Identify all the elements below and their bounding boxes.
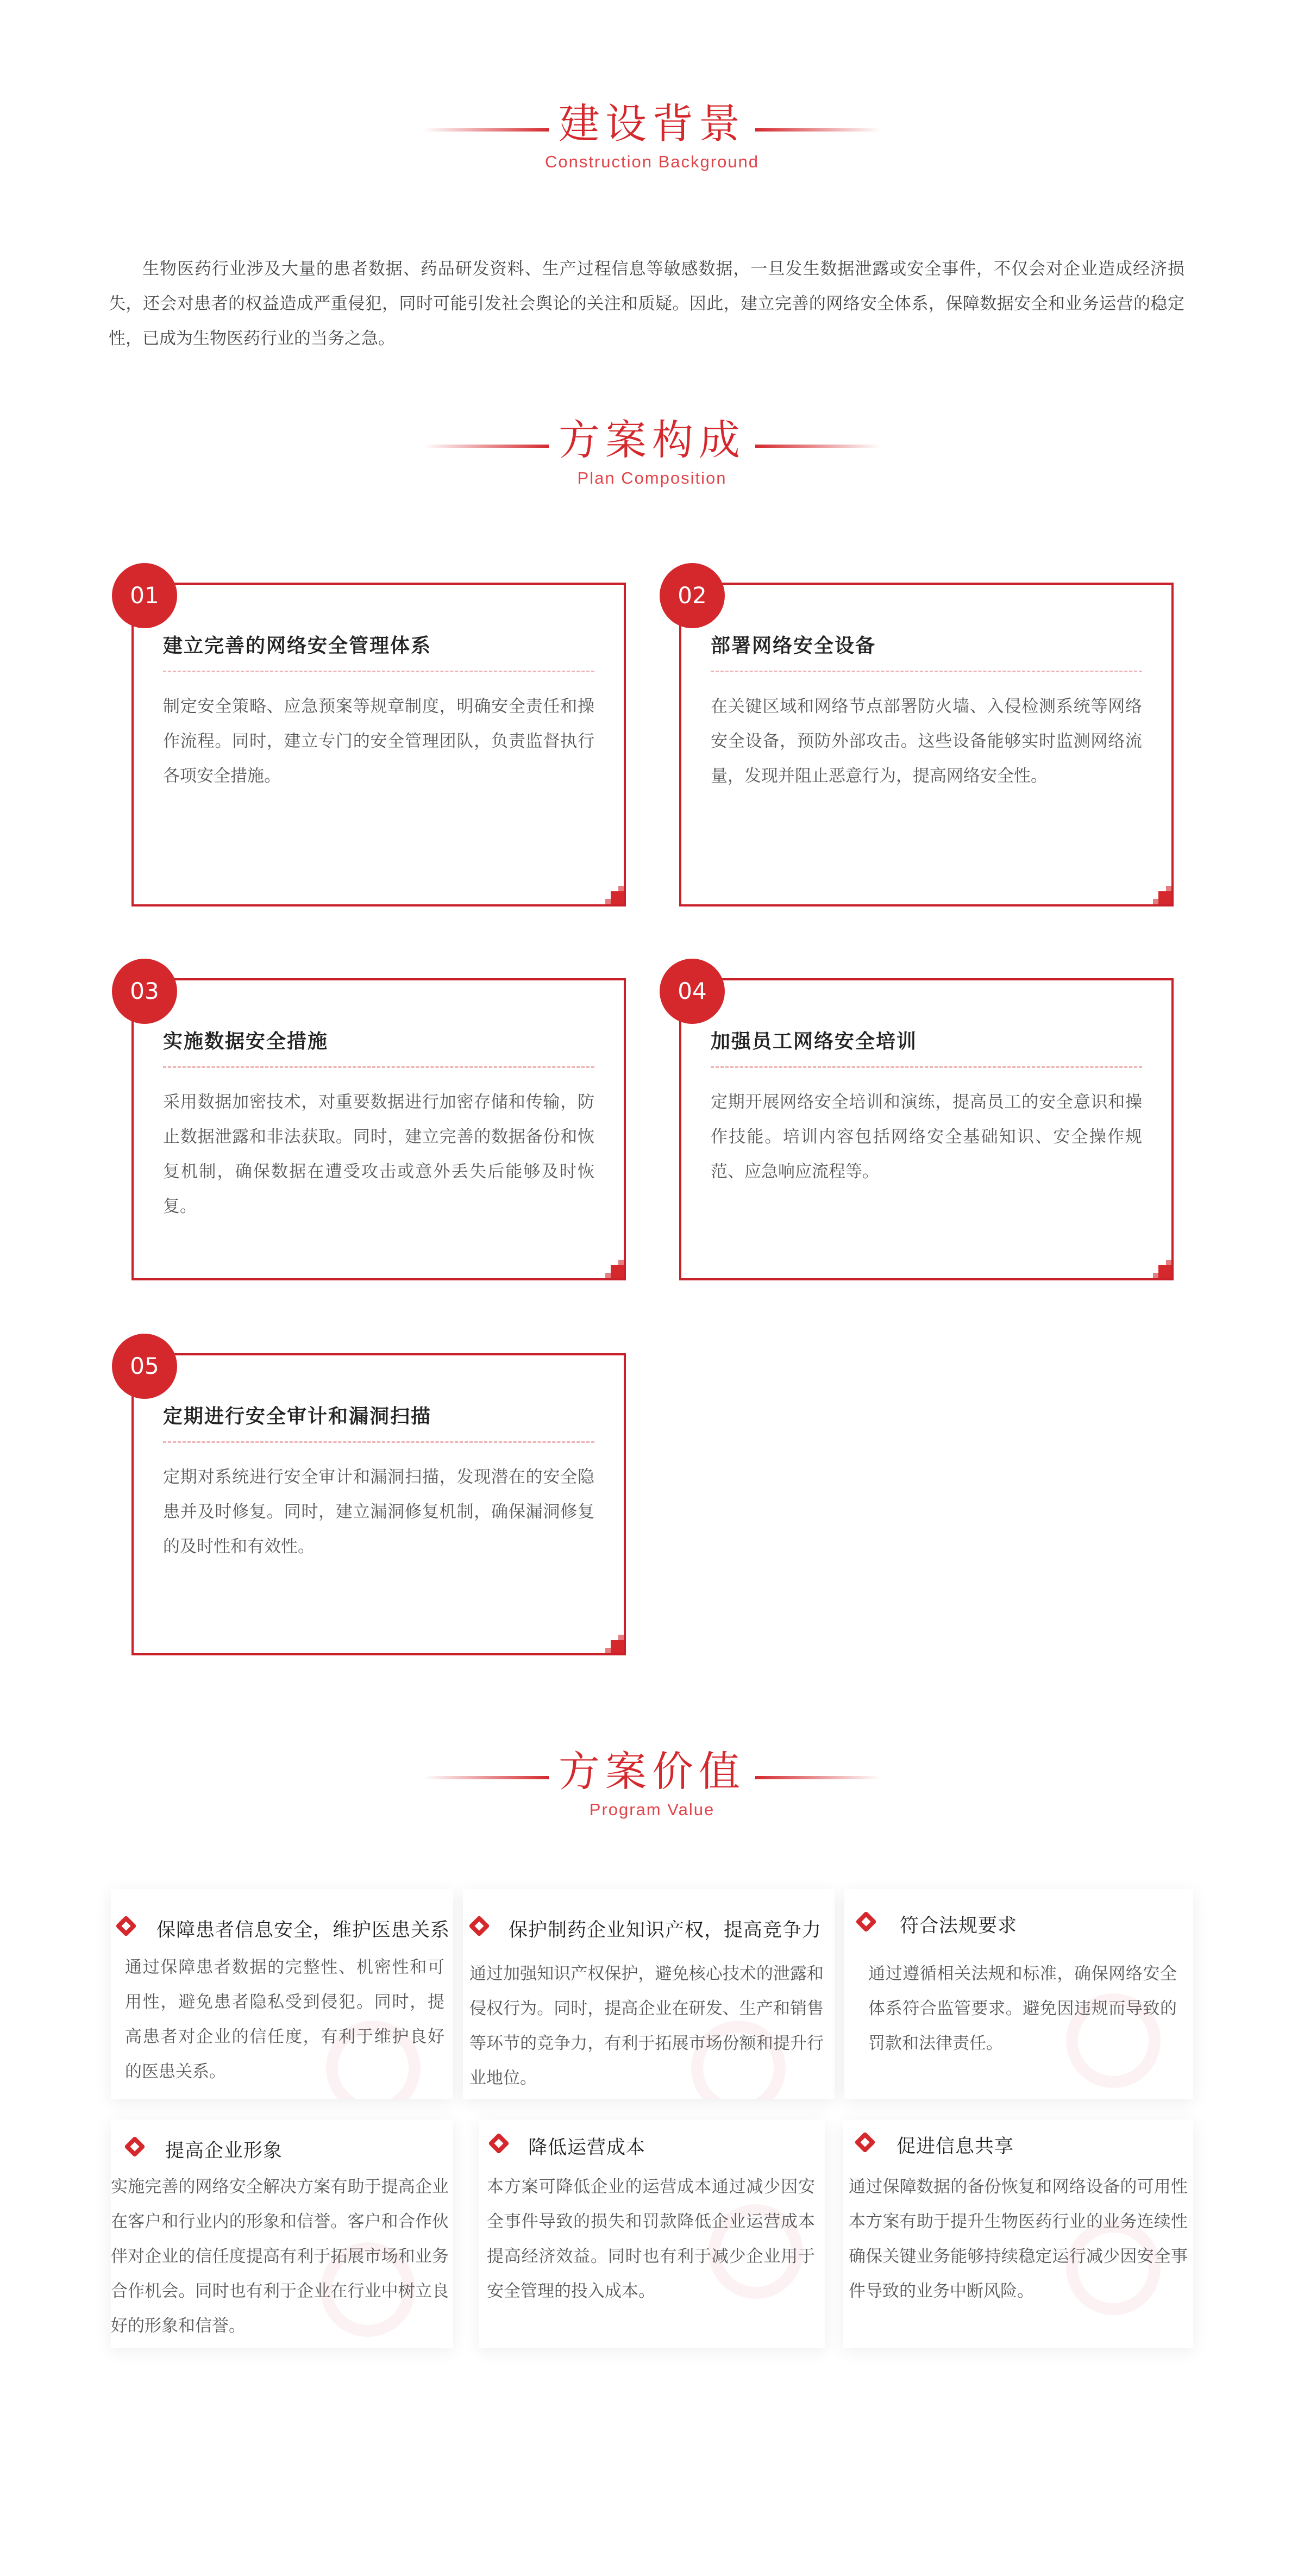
value-card	[463, 1889, 835, 2099]
value-text: 本方案可降低企业的运营成本通过减少因安全事件导致的损失和罚款降低企业运营成本提高经济效益。同时也有利于减少企业用于安全管理的投入成本。	[487, 2177, 815, 2301]
plan-card	[679, 583, 1174, 906]
corner-decoration-icon	[604, 1634, 624, 1653]
plan-card	[131, 1353, 626, 1655]
card-text: 采用数据加密技术，对重要数据进行加密存储和传输，防止数据泄露和非法获取。同时，建立完善的数据备份和恢复机制，确保数据在遭受攻击或意外丢失后能够及时恢复。	[163, 1092, 594, 1216]
plan-card	[679, 978, 1174, 1280]
card-text: 定期对系统进行安全审计和漏洞扫描，发现潜在的安全隐患并及时修复。同时，建立漏洞修复机制，确保漏洞修复的及时性和有效性。	[163, 1467, 594, 1556]
card-title: 建立完善的网络安全管理体系	[163, 635, 432, 657]
value-card	[843, 2119, 1193, 2348]
value-title: 保障患者信息安全，维护医患关系	[156, 1920, 450, 1941]
section-header-background	[0, 99, 1304, 172]
value-card	[844, 1889, 1193, 2099]
value-title: 提高企业形象	[165, 2140, 283, 2162]
plan-card	[131, 978, 626, 1280]
value-card	[479, 2119, 825, 2348]
card-title: 部署网络安全设备	[711, 635, 876, 657]
card-number-badge: 04	[660, 959, 725, 1024]
section-header-value	[0, 1747, 1304, 1820]
value-text: 实施完善的网络安全解决方案有助于提高企业在客户和行业内的形象和信誉。客户和合作伙伴对企业的信任度提高有利于拓展市场和业务合作机会。同时也有利于企业在行业中树立良好的形象和信誉。	[111, 2177, 449, 2336]
card-divider	[711, 671, 1142, 672]
card-title: 加强员工网络安全培训	[711, 1030, 918, 1053]
card-text: 制定安全策略、应急预案等规章制度，明确安全责任和操作流程。同时，建立专门的安全管理团队，负责监督执行各项安全措施。	[163, 697, 594, 786]
value-title: 降低运营成本	[528, 2137, 646, 2159]
section-header-composition	[0, 416, 1304, 488]
corner-decoration-icon	[1152, 1259, 1171, 1278]
value-text: 通过加强知识产权保护，避免核心技术的泄露和侵权行为。同时，提高企业在研发、生产和销售等环节的竞争力，有利于拓展市场份额和提升行业地位。	[469, 1964, 824, 2088]
value-text: 通过保障患者数据的完整性、机密性和可用性，避免患者隐私受到侵犯。同时，提高患者对企业的信任度，有利于维护良好的医患关系。	[125, 1958, 444, 2081]
card-divider	[163, 1441, 594, 1443]
card-title: 实施数据安全措施	[163, 1030, 329, 1053]
value-text: 通过保障数据的备份恢复和网络设备的可用性本方案有助于提升生物医药行业的业务连续性确保关键业务能够持续稳定运行减少因安全事件导致的业务中断风险。	[849, 2177, 1188, 2301]
background-paragraph: 生物医药行业涉及大量的患者数据、药品研发资料、生产过程信息等敏感数据，一旦发生数据泄露或安全事件，不仅会对企业造成经济损失，还会对患者的权益造成严重侵犯，同时可能引发社会舆论的关注和质疑。因此，建立完善的网络安全体系，保障数据安全和业务运营的稳定性，已成为生物医药行业的当务之急。	[109, 259, 1184, 348]
diamond-icon	[115, 1915, 137, 1937]
section-title: 建设背景	[559, 99, 745, 148]
diamond-icon	[468, 1915, 490, 1937]
card-text: 在关键区域和网络节点部署防火墙、入侵检测系统等网络安全设备，预防外部攻击。这些设备能够实时监测网络流量，发现并阻止恶意行为，提高网络安全性。	[711, 697, 1142, 786]
value-title: 保护制药企业知识产权，提高竞争力	[509, 1920, 822, 1941]
section-subtitle: Program Value	[589, 1800, 715, 1819]
value-card	[111, 2119, 453, 2348]
corner-decoration-icon	[604, 885, 624, 904]
card-divider	[163, 671, 594, 672]
corner-decoration-icon	[604, 1259, 624, 1278]
card-divider	[163, 1066, 594, 1068]
diamond-icon	[124, 2136, 146, 2158]
card-divider	[711, 1066, 1142, 1068]
section-title: 方案构成	[559, 416, 745, 464]
card-number-badge: 03	[112, 959, 177, 1024]
section-subtitle: Construction Background	[544, 152, 760, 171]
value-text: 通过遵循相关法规和标准，确保网络安全体系符合监管要求。避免因违规而导致的罚款和法律责任。	[868, 1964, 1177, 2053]
plan-card	[131, 583, 626, 906]
card-number-badge: 05	[112, 1334, 177, 1399]
value-title: 促进信息共享	[896, 2136, 1014, 2158]
value-title: 符合法规要求	[900, 1915, 1018, 1937]
card-number-badge: 02	[660, 563, 725, 628]
card-title: 定期进行安全审计和漏洞扫描	[163, 1405, 432, 1428]
value-card	[111, 1889, 453, 2099]
section-title: 方案价值	[559, 1747, 745, 1796]
card-number-badge: 01	[112, 563, 177, 628]
corner-decoration-icon	[1152, 885, 1171, 904]
card-text: 定期开展网络安全培训和演练，提高员工的安全意识和操作技能。培训内容包括网络安全基础知识、安全操作规范、应急响应流程等。	[711, 1092, 1142, 1181]
section-subtitle: Plan Composition	[577, 468, 727, 487]
diamond-icon	[488, 2133, 510, 2154]
diamond-icon	[854, 2131, 876, 2153]
diamond-icon	[855, 1911, 877, 1933]
